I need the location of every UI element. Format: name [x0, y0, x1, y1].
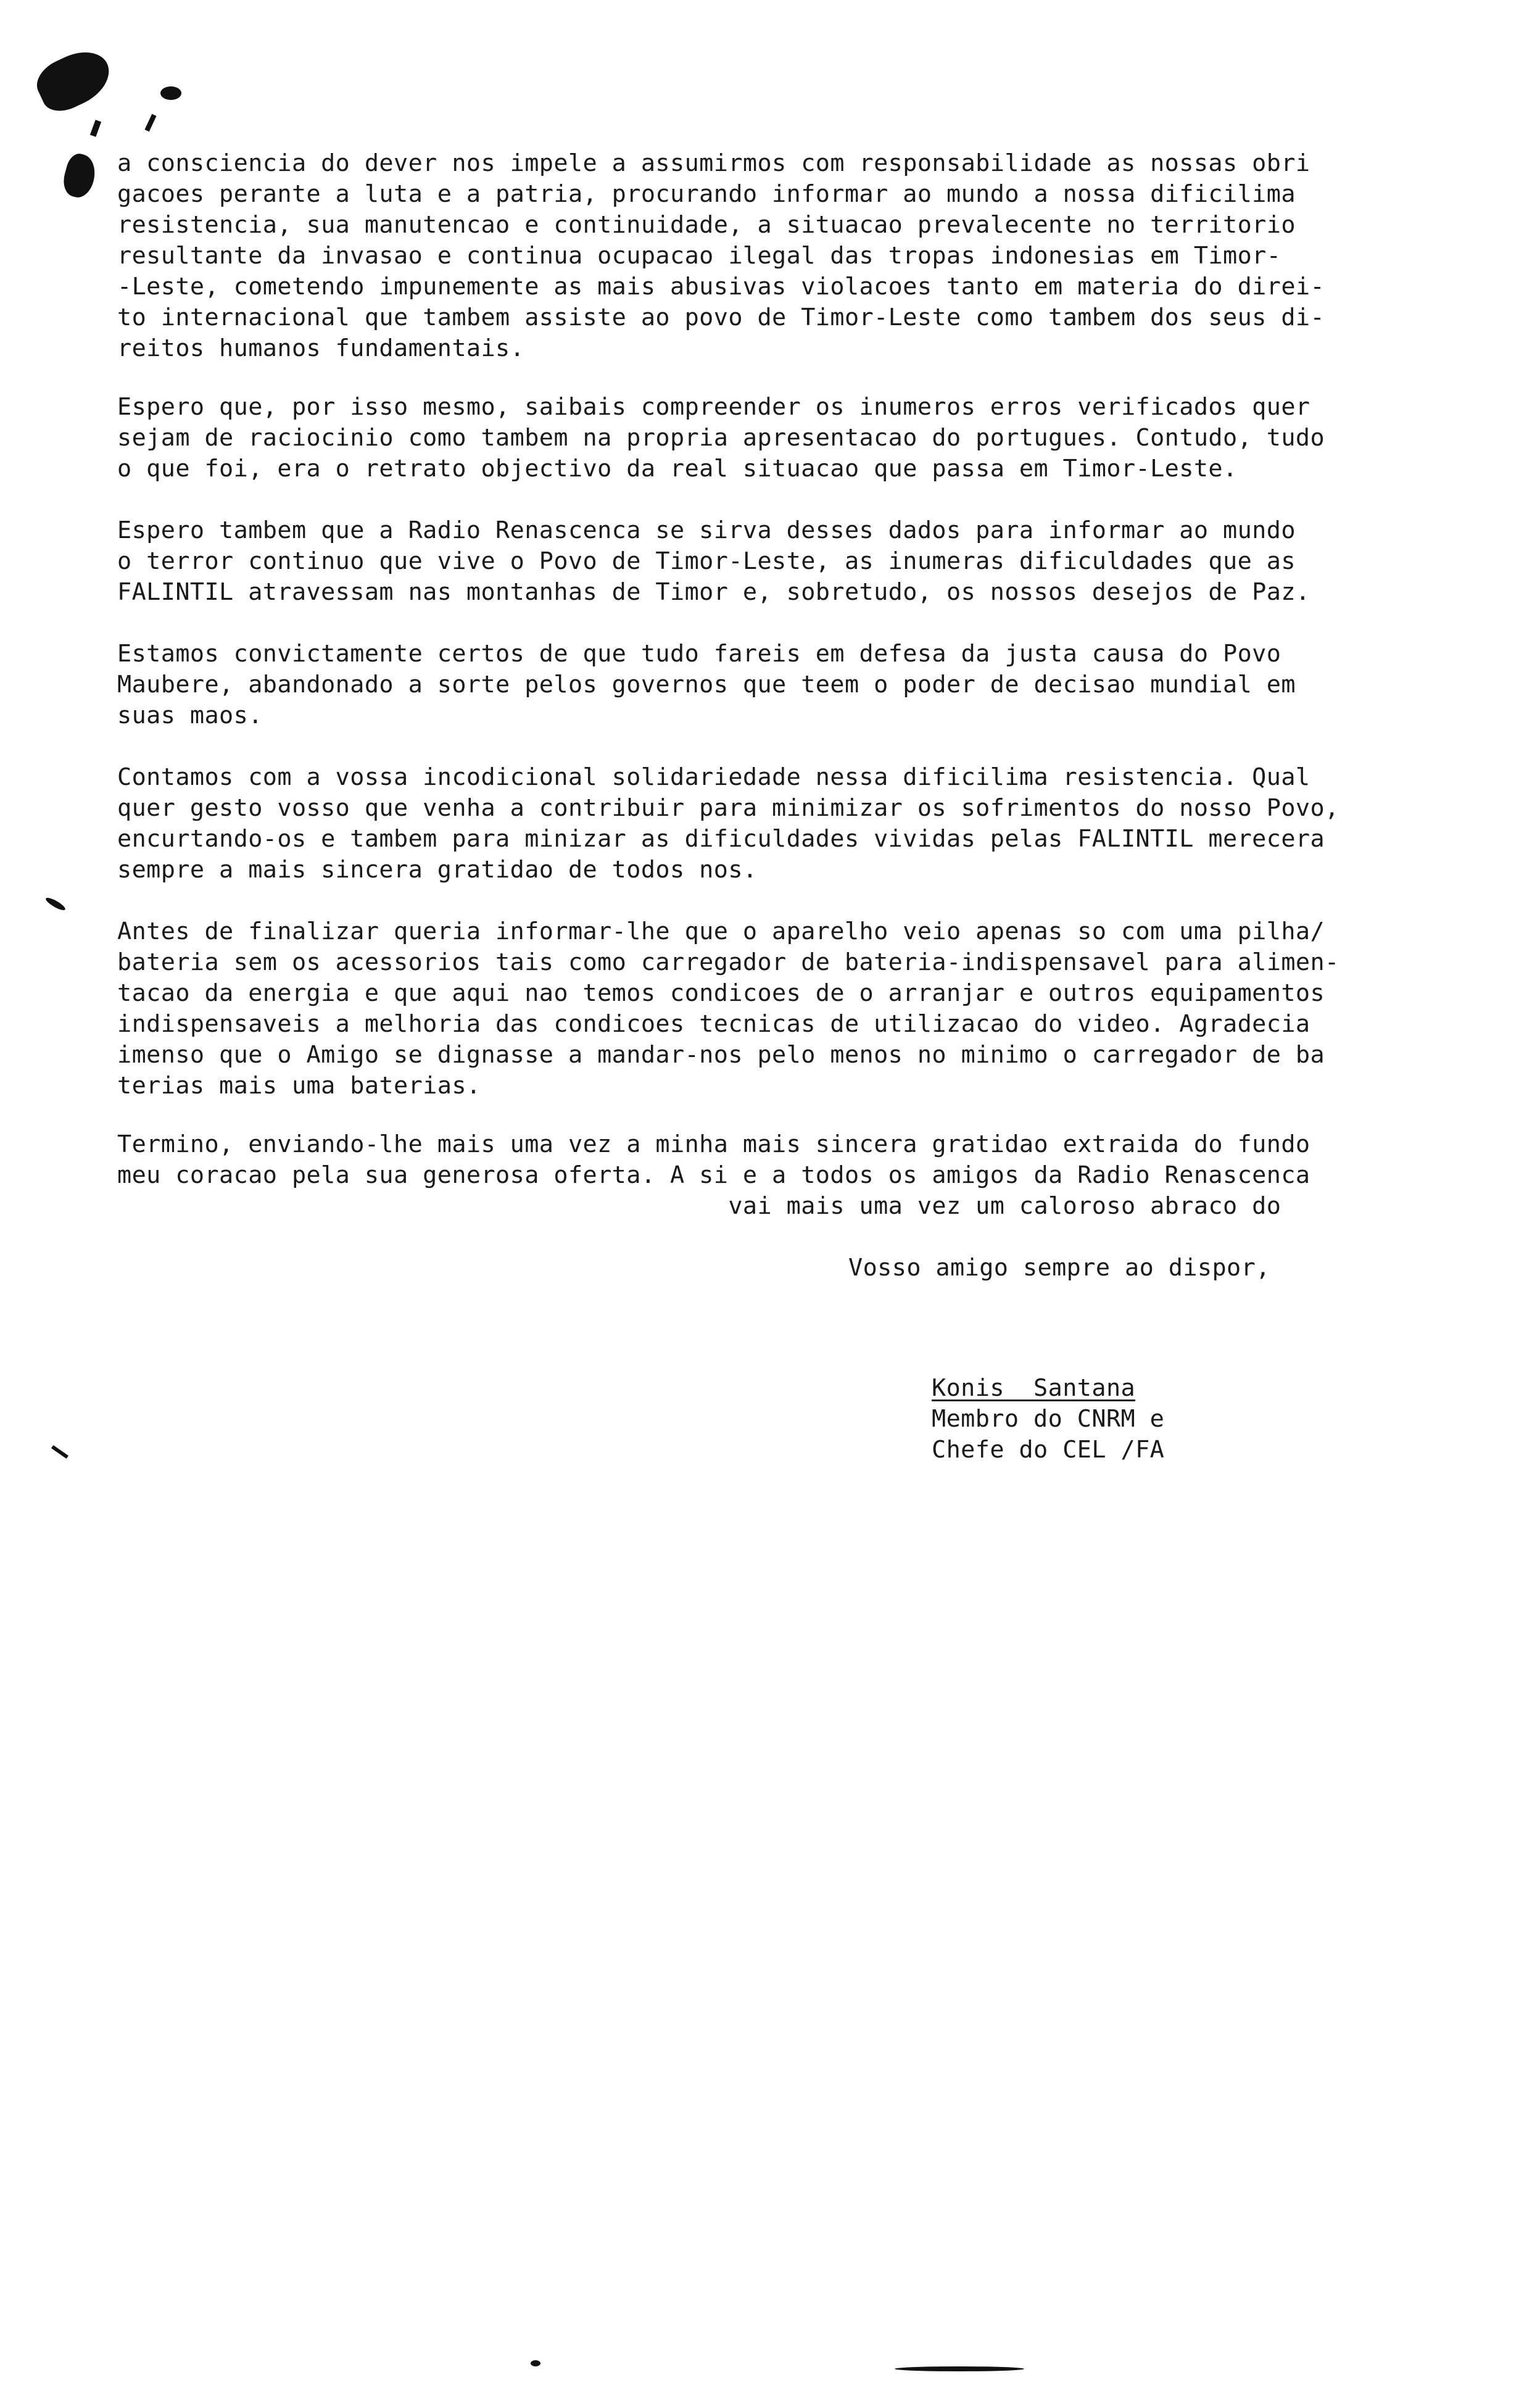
paragraph-7: [117, 1129, 1493, 1222]
signature-block: [932, 1373, 1364, 1466]
text-line: vai mais uma vez um caloroso abraco do: [117, 1192, 1281, 1220]
ink-blot-top-left: [30, 42, 118, 118]
text-line: tacao da energia e que aqui nao temos condicoes de o arranjar e outros equipamentos: [117, 979, 1325, 1007]
margin-mark-left: [44, 896, 67, 913]
text-line: meu coracao pela sua generosa oferta. A si e a todos os amigos da Radio Renascenca: [117, 1161, 1310, 1189]
signature-title-1: Membro do CNRM e: [932, 1405, 1165, 1433]
text-line: -Leste, cometendo impunemente as mais abusivas violacoes tanto em materia do direi-: [117, 273, 1325, 301]
ink-blot-small: [160, 86, 181, 100]
ink-tick-1: [90, 120, 101, 137]
text-line: Espero tambem que a Radio Renascenca se sirva desses dados para informar ao mundo: [117, 516, 1296, 544]
text-line: reitos humanos fundamentais.: [117, 334, 525, 362]
text-line: Contamos com a vossa incodicional solidariedade nessa dificilima resistencia. Qual: [117, 763, 1310, 791]
text-line: terias mais uma baterias.: [117, 1072, 481, 1100]
paragraph-6: [117, 916, 1493, 1101]
closing-line: Vosso amigo sempre ao dispor,: [848, 1254, 1270, 1282]
ink-tick-2: [144, 114, 156, 132]
paragraph-1: [117, 148, 1493, 364]
text-line: FALINTIL atravessam nas montanhas de Timor e, sobretudo, os nossos desejos de Paz.: [117, 578, 1310, 606]
signature-name: Konis Santana: [932, 1374, 1136, 1402]
text-line: sejam de raciocinio como tambem na propria apresentacao do portugues. Contudo, tudo: [117, 424, 1325, 452]
text-line: gacoes perante a luta e a patria, procurando informar ao mundo a nossa dificilima: [117, 180, 1296, 208]
text-line: Antes de finalizar queria informar-lhe que o aparelho veio apenas so com uma pilha/: [117, 918, 1325, 945]
paragraph-5: [117, 762, 1493, 885]
text-line: to internacional que tambem assiste ao povo de Timor-Leste como tambem dos seus di-: [117, 304, 1325, 331]
paragraph-2: [117, 392, 1493, 484]
text-line: Maubere, abandonado a sorte pelos governos que teem o poder de decisao mundial em: [117, 671, 1296, 699]
text-line: bateria sem os acessorios tais como carregador de bateria-indispensavel para alimen-: [117, 948, 1339, 976]
text-line: resultante da invasao e continua ocupacao ilegal das tropas indonesias em Timor-: [117, 242, 1281, 270]
bottom-mark: [895, 2366, 1024, 2371]
closing-block: [848, 1253, 1465, 1283]
paragraph-4: [117, 639, 1493, 731]
text-line: indispensaveis a melhoria das condicoes tecnicas de utilizacao do video. Agradecia: [117, 1010, 1310, 1038]
text-line: quer gesto vosso que venha a contribuir para minimizar os sofrimentos do nosso Povo,: [117, 794, 1339, 822]
text-line: Estamos convictamente certos de que tudo fareis em defesa da justa causa do Povo: [117, 640, 1281, 668]
signature-title-2: Chefe do CEL /FA: [932, 1436, 1165, 1464]
text-line: resistencia, sua manutencao e continuidade, a situacao prevalecente no territorio: [117, 211, 1296, 239]
text-line: o terror continuo que vive o Povo de Timor-Leste, as inumeras dificuldades que as: [117, 547, 1296, 575]
text-line: Espero que, por isso mesmo, saibais compreender os inumeros erros verificados quer: [117, 393, 1310, 421]
bottom-dot: [531, 2360, 540, 2366]
text-line: Termino, enviando-lhe mais uma vez a minha mais sincera gratidao extraida do fundo: [117, 1130, 1310, 1158]
text-line: encurtando-os e tambem para minizar as dificuldades vividas pelas FALINTIL merecera: [117, 825, 1325, 853]
margin-mark-left-2: [51, 1445, 68, 1459]
ink-mark-margin: [60, 151, 99, 201]
text-line: o que foi, era o retrato objectivo da real situacao que passa em Timor-Leste.: [117, 455, 1238, 483]
text-line: a consciencia do dever nos impele a assumirmos com responsabilidade as nossas obri: [117, 149, 1310, 177]
paragraph-3: [117, 515, 1493, 608]
text-line: sempre a mais sincera gratidao de todos nos.: [117, 856, 758, 884]
text-line: imenso que o Amigo se dignasse a mandar-nos pelo menos no minimo o carregador de ba: [117, 1041, 1325, 1069]
text-line: suas maos.: [117, 702, 263, 729]
